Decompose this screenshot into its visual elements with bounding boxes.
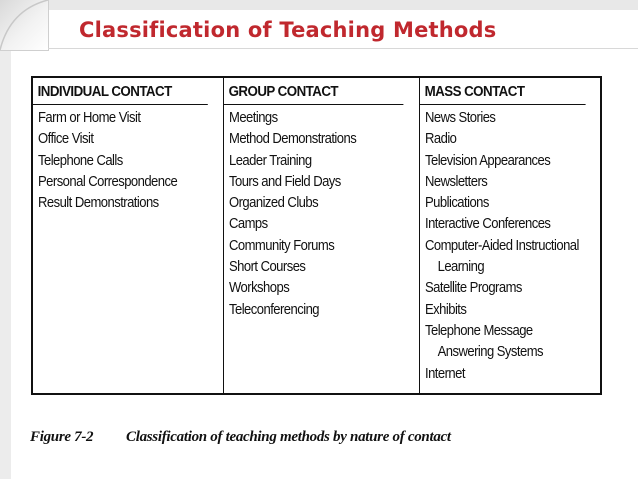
column-header: GROUP CONTACT <box>224 78 403 105</box>
list-item: Leader Training <box>229 152 312 169</box>
frame-left-band <box>0 0 11 479</box>
list-item: News Stories <box>425 110 496 126</box>
list-item: Telephone Message <box>425 322 533 339</box>
list-item: Short Courses <box>229 259 306 276</box>
list-item: Television Appearances <box>425 152 551 169</box>
list-item: Exhibits <box>425 301 467 318</box>
list-item: Tours and Field Days <box>229 173 341 190</box>
slide-title: Classification of Teaching Methods <box>79 18 497 42</box>
column-individual-contact <box>33 78 223 393</box>
list-item: Computer-Aided Instructional <box>425 237 579 254</box>
title-divider <box>48 48 638 49</box>
list-item: Camps <box>229 216 268 233</box>
column-header: INDIVIDUAL CONTACT <box>33 78 208 105</box>
list-item: Internet <box>425 365 465 382</box>
list-item: Personal Correspondence <box>38 173 178 190</box>
list-item: Newsletters <box>425 173 488 190</box>
list-item: Workshops <box>229 280 290 297</box>
corner-curve-icon <box>0 0 48 50</box>
column-group-contact <box>223 78 419 393</box>
column-items <box>224 105 419 321</box>
methods-table <box>31 76 602 395</box>
list-item: Farm or Home Visit <box>38 110 141 126</box>
list-item: Office Visit <box>38 131 94 148</box>
column-items <box>33 105 223 214</box>
list-item: Teleconferencing <box>229 301 320 318</box>
list-item: Meetings <box>229 110 278 126</box>
column-mass-contact <box>419 78 600 393</box>
list-item: Interactive Conferences <box>425 216 551 233</box>
list-item-continuation: Learning <box>437 259 485 276</box>
list-item-continuation: Answering Systems <box>437 344 544 361</box>
list-item: Satellite Programs <box>425 280 522 297</box>
list-item: Publications <box>425 195 489 212</box>
column-header: MASS CONTACT <box>420 78 586 105</box>
frame-corner-ornament <box>0 0 49 51</box>
list-item: Telephone Calls <box>38 152 123 169</box>
list-item: Method Demonstrations <box>229 131 357 148</box>
figure-caption <box>30 429 451 446</box>
list-item: Radio <box>425 131 457 148</box>
list-item: Result Demonstrations <box>38 195 159 212</box>
list-item: Organized Clubs <box>229 195 319 212</box>
figure-number: Figure 7-2 <box>30 429 94 445</box>
caption-text: Classification of teaching methods by nature of contact <box>126 429 451 445</box>
column-items <box>420 105 600 385</box>
list-item: Community Forums <box>229 237 335 254</box>
frame-top-band <box>0 0 638 10</box>
